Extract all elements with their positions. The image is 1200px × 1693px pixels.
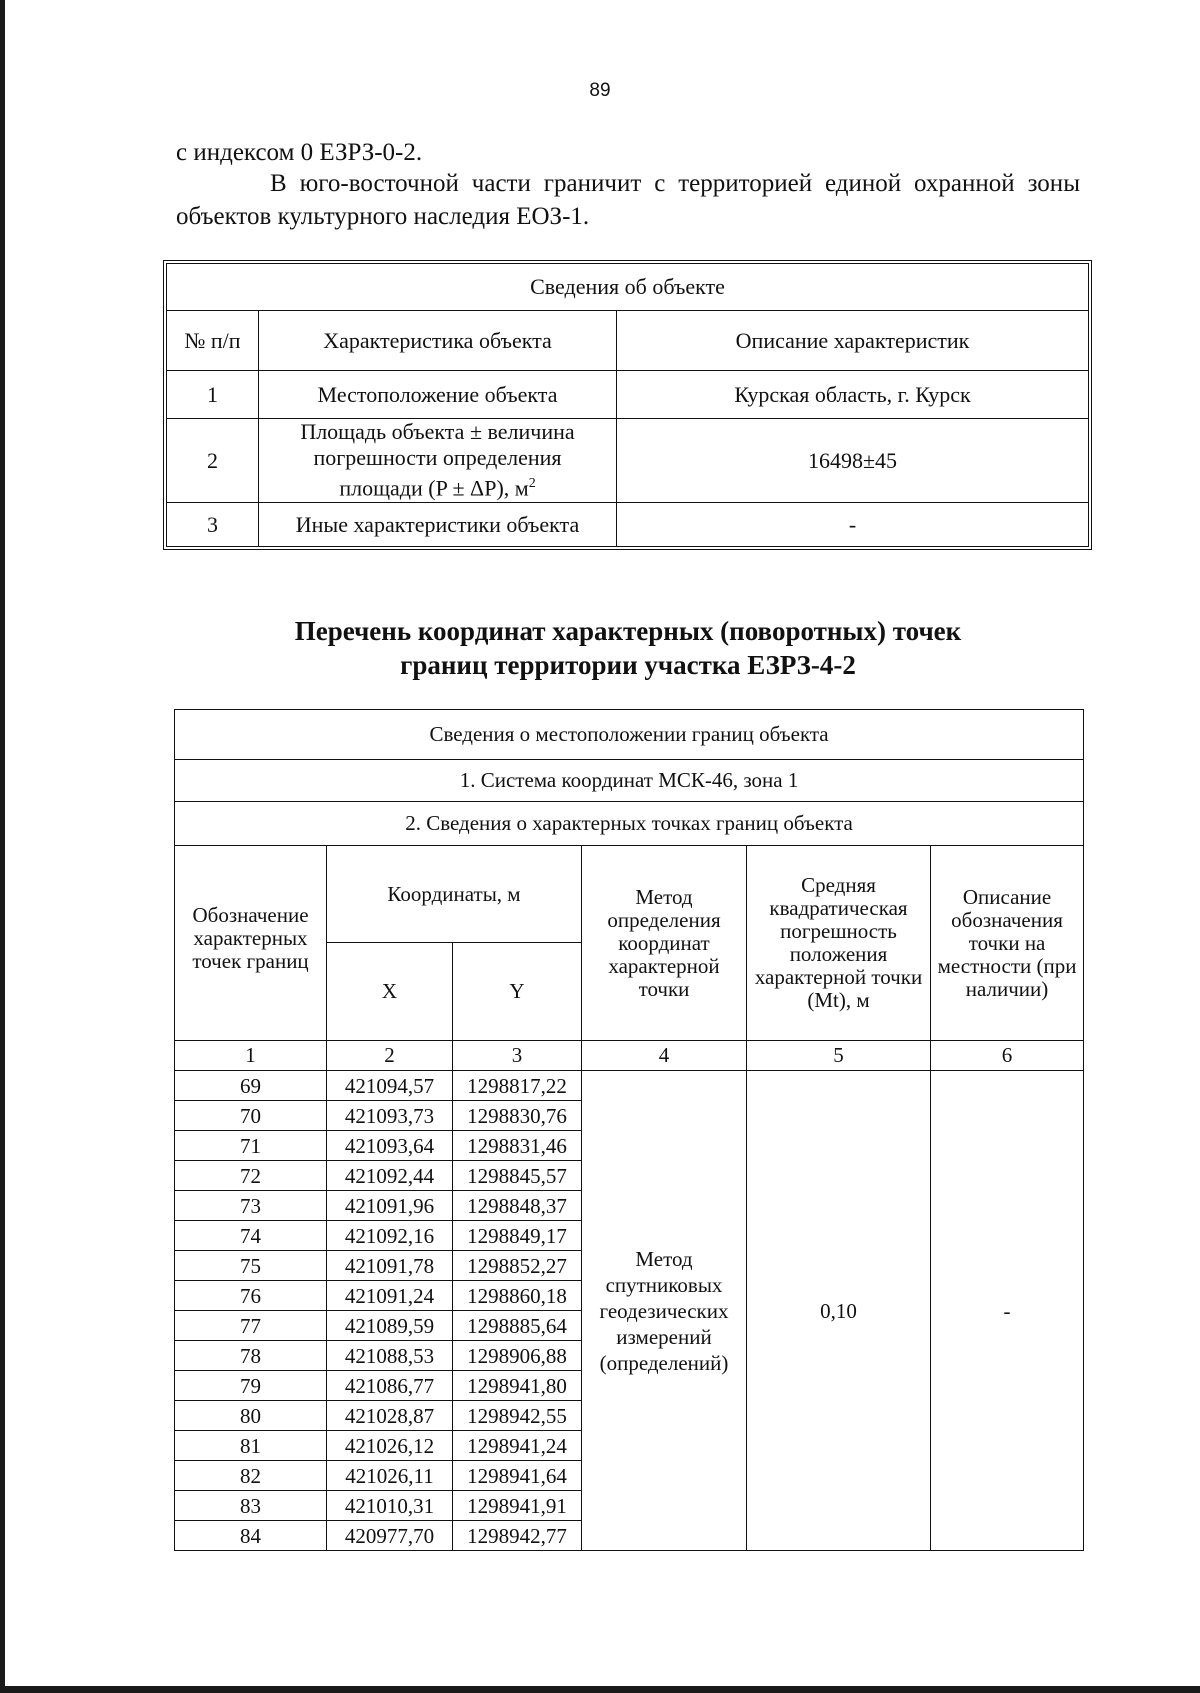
point-number-cell: 78 [175,1341,327,1371]
object-table-title: Сведения об объекте [167,264,1089,311]
header-coordinates: Координаты, м [327,846,582,943]
coordinates-heading [176,614,1080,682]
x-coordinate-cell: 421028,87 [327,1401,453,1431]
column-number: 6 [931,1041,1084,1071]
area-unit-superscript: 2 [528,476,536,492]
row-number: 1 [167,371,259,419]
coords-system: 1. Система координат МСК-46, зона 1 [175,760,1084,802]
header-point-designation: Обозначение характерных точек границ [175,846,327,1041]
header-method: Метод определения координат характерной точки [582,846,747,1041]
point-number-cell: 81 [175,1431,327,1461]
y-coordinate-cell: 1298852,27 [453,1251,582,1281]
point-number-cell: 75 [175,1251,327,1281]
x-coordinate-cell: 421089,59 [327,1311,453,1341]
row-number: 3 [167,503,259,547]
point-number-cell: 74 [175,1221,327,1251]
point-number-cell: 70 [175,1101,327,1131]
row-characteristic: Иные характеристики объекта [259,503,617,547]
y-coordinate-cell: 1298941,80 [453,1371,582,1401]
area-line-3 [259,471,616,501]
mean-error-cell: 0,10 [747,1071,931,1551]
coords-subtitle: 2. Сведения о характерных точках границ объекта [175,802,1084,846]
row-characteristic: Местоположение объекта [259,371,617,419]
scan-edge-left [0,0,5,1693]
y-coordinate-cell: 1298885,64 [453,1311,582,1341]
point-number-cell: 72 [175,1161,327,1191]
column-number: 1 [175,1041,327,1071]
coords-table-title: Сведения о местоположении границ объекта [175,710,1084,760]
point-number-cell: 82 [175,1461,327,1491]
y-coordinate-cell: 1298845,57 [453,1161,582,1191]
column-number: 5 [747,1041,931,1071]
x-coordinate-cell: 421093,73 [327,1101,453,1131]
area-line-1: Площадь объекта ± величина [300,419,575,445]
area-line-3-text: площади (P ± ΔP), м [339,475,529,501]
intro-paragraph: В юго-восточной части граничит с территорией единой охранной зоны объектов культурного наследия ЕОЗ-1. [176,170,1080,230]
point-number-cell: 83 [175,1491,327,1521]
header-y: Y [453,943,582,1041]
point-number-cell: 80 [175,1401,327,1431]
x-coordinate-cell: 421091,96 [327,1191,453,1221]
location-description-cell: - [931,1071,1084,1551]
header-location-description: Описание обозначения точки на местности (при наличии) [931,846,1084,1041]
x-coordinate-cell: 421092,16 [327,1221,453,1251]
y-coordinate-cell: 1298941,64 [453,1461,582,1491]
table-row [175,1071,1084,1101]
row-characteristic [259,419,617,503]
y-coordinate-cell: 1298860,18 [453,1281,582,1311]
row-description: Курская область, г. Курск [617,371,1089,419]
y-coordinate-cell: 1298849,17 [453,1221,582,1251]
point-number-cell: 71 [175,1131,327,1161]
y-coordinate-cell: 1298906,88 [453,1341,582,1371]
x-coordinate-cell: 421091,24 [327,1281,453,1311]
column-number: 3 [453,1041,582,1071]
object-info-table [166,263,1089,547]
column-number: 4 [582,1041,747,1071]
page-number: 89 [589,80,611,101]
y-coordinate-cell: 1298941,91 [453,1491,582,1521]
y-coordinate-cell: 1298830,76 [453,1101,582,1131]
coordinates-table [174,709,1084,1551]
coordinate-rows [175,1071,1084,1551]
y-coordinate-cell: 1298941,24 [453,1431,582,1461]
header-number: № п/п [167,311,259,371]
y-coordinate-cell: 1298942,77 [453,1521,582,1551]
area-line-2: погрешности определения [313,445,562,471]
method-cell: Метод спутниковых геодезических измерений (определений) [582,1071,747,1551]
point-number-cell: 69 [175,1071,327,1101]
header-characteristic: Характеристика объекта [259,311,617,371]
point-number-cell: 79 [175,1371,327,1401]
header-mean-error: Средняя квадратическая погрешность положения характерной точки (Mt), м [747,846,931,1041]
x-coordinate-cell: 421026,11 [327,1461,453,1491]
y-coordinate-cell: 1298848,37 [453,1191,582,1221]
x-coordinate-cell: 421088,53 [327,1341,453,1371]
column-number: 2 [327,1041,453,1071]
x-coordinate-cell: 421086,77 [327,1371,453,1401]
x-coordinate-cell: 421093,64 [327,1131,453,1161]
intro-line: с индексом 0 ЕЗРЗ-0-2. [176,139,423,166]
x-coordinate-cell: 421010,31 [327,1491,453,1521]
point-number-cell: 77 [175,1311,327,1341]
y-coordinate-cell: 1298831,46 [453,1131,582,1161]
x-coordinate-cell: 421094,57 [327,1071,453,1101]
heading-line-2: границ территории участка ЕЗРЗ-4-2 [400,650,856,680]
header-x: X [327,943,453,1041]
row-description: 16498±45 [617,419,1089,503]
y-coordinate-cell: 1298942,55 [453,1401,582,1431]
x-coordinate-cell: 420977,70 [327,1521,453,1551]
x-coordinate-cell: 421026,12 [327,1431,453,1461]
heading-line-1: Перечень координат характерных (поворотных) точек [294,616,962,646]
point-number-cell: 84 [175,1521,327,1551]
x-coordinate-cell: 421092,44 [327,1161,453,1191]
y-coordinate-cell: 1298817,22 [453,1071,582,1101]
x-coordinate-cell: 421091,78 [327,1251,453,1281]
row-description: - [617,503,1089,547]
scan-edge-bottom [0,1686,1200,1693]
point-number-cell: 76 [175,1281,327,1311]
header-description: Описание характеристик [617,311,1089,371]
row-number: 2 [167,419,259,503]
point-number-cell: 73 [175,1191,327,1221]
